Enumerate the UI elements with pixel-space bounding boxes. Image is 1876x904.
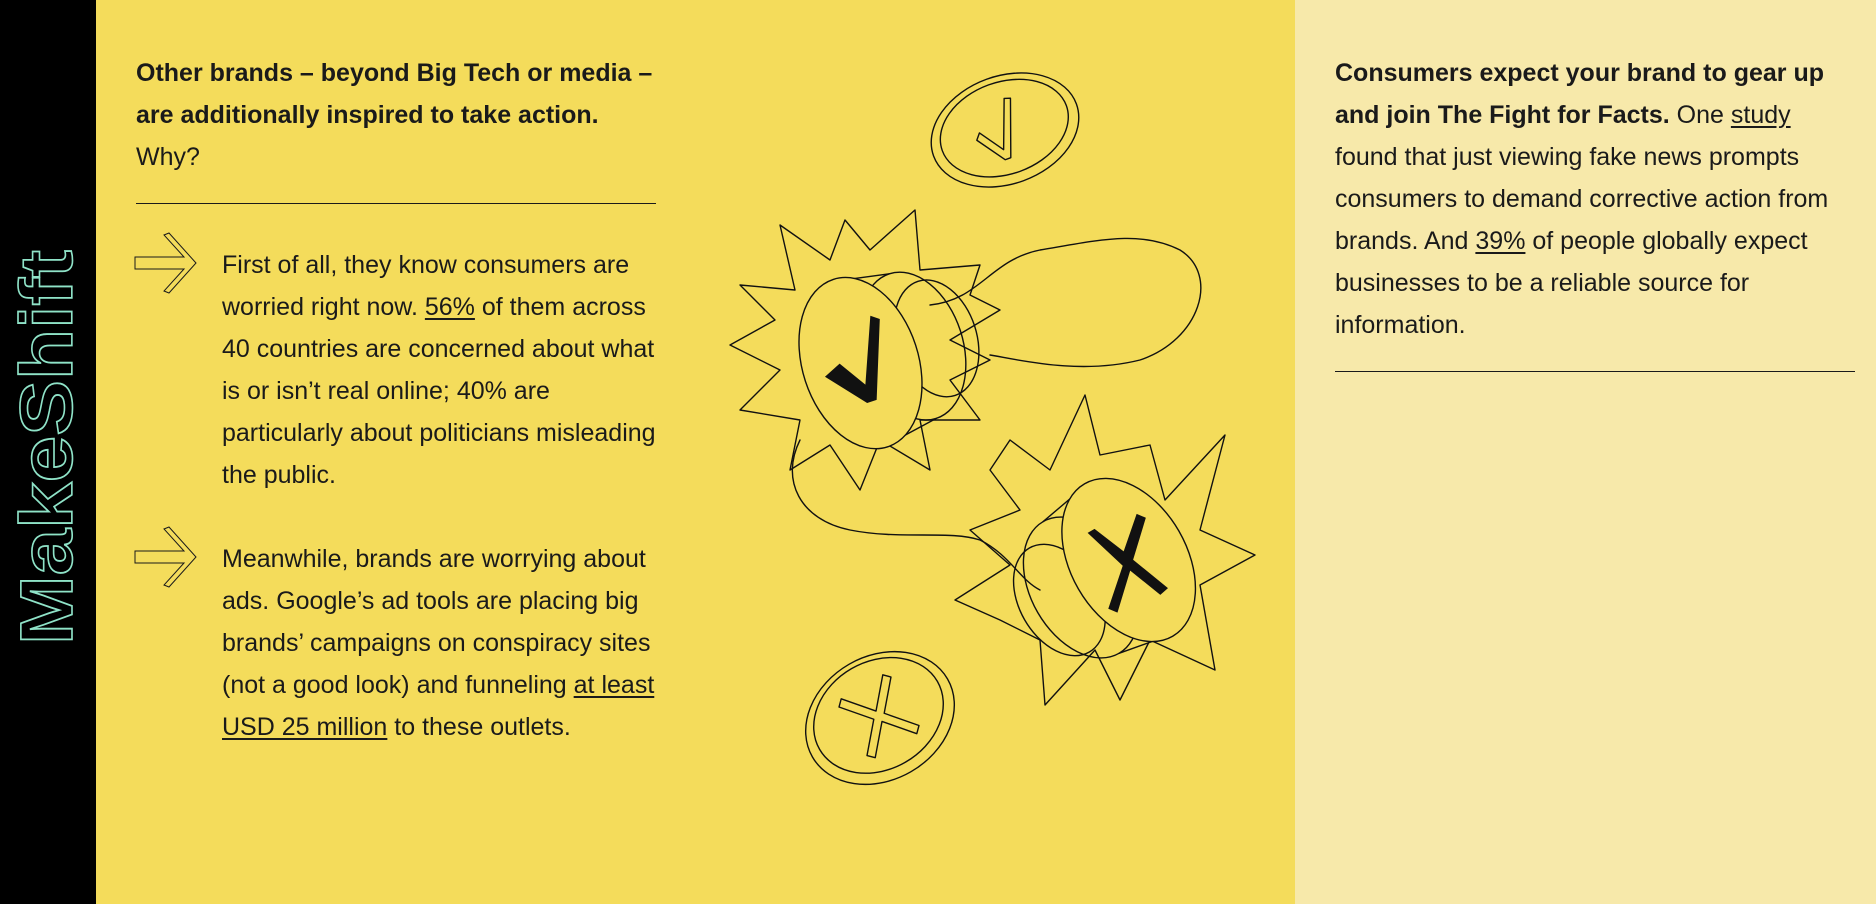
point-text: First of all, they know consumers are worried right now. — [222, 251, 630, 321]
point-text: to these outlets. — [387, 713, 571, 741]
check-stamp-icon — [778, 242, 1002, 464]
study-link[interactable]: study — [1730, 101, 1791, 129]
stat-link-56[interactable]: 56% — [424, 293, 475, 321]
lead-paragraph — [136, 52, 676, 178]
point-paragraph-1 — [222, 244, 662, 496]
stamps-illustration — [720, 60, 1260, 810]
lead-question: Why? — [136, 143, 200, 171]
arrow-right-icon — [134, 525, 198, 589]
side-text: found that just viewing fake news prompts consumers to demand corrective action from brands. And — [1335, 143, 1829, 255]
brand-logo[interactable] — [0, 0, 96, 904]
point-paragraph-2 — [222, 538, 662, 748]
side-text: of people globally expect businesses to be a reliable source for information. — [1335, 227, 1808, 339]
brand-sidebar — [0, 0, 96, 904]
lead-divider — [136, 203, 656, 204]
stat-link-39[interactable]: 39% — [1475, 227, 1526, 255]
point-text: of them across 40 countries are concerned about what is or isn’t real online; 40% are particularly about politicians misleading the public. — [222, 293, 656, 489]
lead-heading: Other brands – beyond Big Tech or media – are additionally inspired to take action. — [136, 59, 653, 129]
side-text: One — [1669, 101, 1731, 129]
check-coin-icon — [915, 60, 1095, 207]
point-text: Meanwhile, brands are worrying about ads. Google’s ad tools are placing big brands’ campaigns on conspiracy sites (not a good look) and funneling — [222, 545, 651, 699]
stat-link-usd[interactable]: at least USD 25 million — [222, 671, 655, 741]
brand-name: MakeShift — [5, 295, 88, 645]
side-heading: Consumers expect your brand to gear up and join The Fight for Facts. — [1335, 59, 1824, 129]
x-coin-icon — [781, 625, 978, 810]
x-stamp-icon — [981, 455, 1223, 696]
side-divider — [1335, 371, 1855, 372]
arrow-right-icon — [134, 231, 198, 295]
side-paragraph — [1335, 52, 1855, 346]
